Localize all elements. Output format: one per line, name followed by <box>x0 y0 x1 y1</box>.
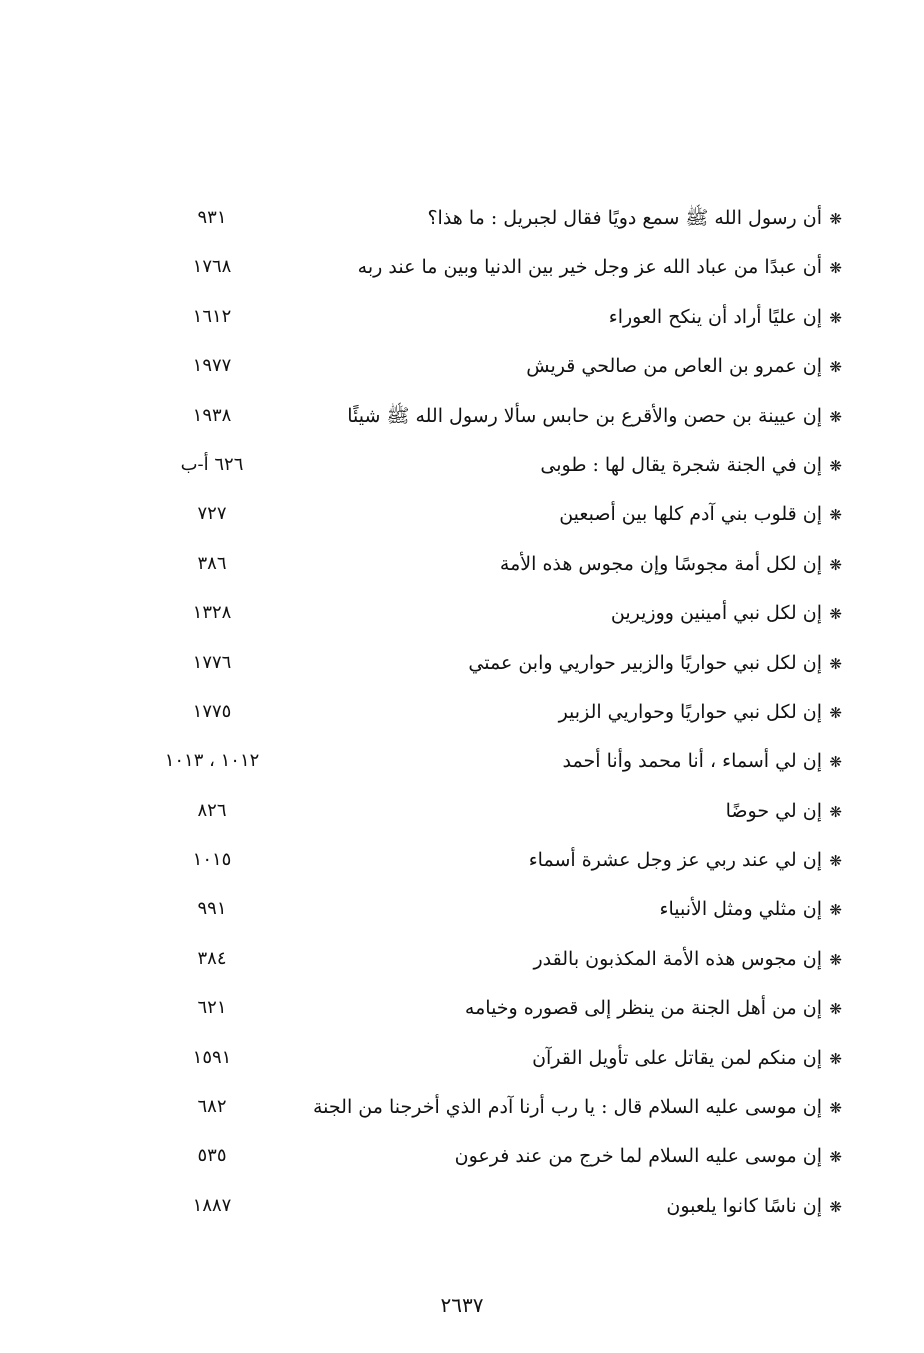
entry-text: إن عليًا أراد أن ينكح العوراء <box>608 305 822 328</box>
index-entry: ❋ إن قلوب بني آدم كلها بين أصبعين ٧٢٧ <box>140 491 860 540</box>
index-entry: ❋ إن لي حوضًا ٨٢٦ <box>140 788 860 837</box>
bullet-icon: ❋ <box>829 753 842 772</box>
entry-text: إن لي أسماء ، أنا محمد وأنا أحمد <box>562 750 822 773</box>
bullet-icon: ❋ <box>829 703 842 722</box>
bullet-icon: ❋ <box>829 308 842 327</box>
index-entry: ❋ إن في الجنة شجرة يقال لها : طوبى ٦٢٦ أ-ب <box>140 442 860 491</box>
index-list <box>140 195 860 1232</box>
bullet-icon: ❋ <box>829 210 842 228</box>
index-entry: ❋ إن مثلي ومثل الأنبياء ٩٩١ <box>140 886 860 935</box>
bullet-icon: ❋ <box>829 654 842 673</box>
entry-text: إن لكل نبي حواريًا والزبير حواريي وابن عمتي <box>468 651 822 674</box>
bullet-icon: ❋ <box>829 456 842 475</box>
entry-text: إن مثلي ومثل الأنبياء <box>659 898 822 921</box>
index-entry: ❋ أن رسول الله ﷺ سمع دويًا فقال لجبريل : ما هذا؟ ٩٣١ <box>140 195 860 244</box>
index-entry: ❋ إن منكم لمن يقاتل على تأويل القرآن ١٥٩١ <box>140 1035 860 1084</box>
entry-text: إن لكل نبي حواريًا وحواريي الزبير <box>558 700 822 723</box>
bullet-icon: ❋ <box>829 1197 842 1216</box>
index-entry: ❋ إن من أهل الجنة من ينظر إلى قصوره وخيامه ٦٢١ <box>140 985 860 1034</box>
index-entry: ❋ إن موسى عليه السلام لما خرج من عند فرعون ٥٣٥ <box>140 1133 860 1182</box>
entry-text: إن مجوس هذه الأمة المكذبون بالقدر <box>533 947 822 970</box>
entry-text: إن ناسًا كانوا يلعبون <box>666 1194 822 1217</box>
index-entry: ❋ إن ناسًا كانوا يلعبون ١٨٨٧ <box>140 1183 860 1232</box>
index-entry: ❋ إن لي أسماء ، أنا محمد وأنا أحمد ١٠١٢ ، ١٠١٣ <box>140 738 860 787</box>
entry-text: إن موسى عليه السلام قال : يا رب أرنا آدم الذي أخرجنا من الجنة <box>313 1096 822 1119</box>
index-entry: ❋ إن مجوس هذه الأمة المكذبون بالقدر ٣٨٤ <box>140 936 860 985</box>
bullet-icon: ❋ <box>829 605 842 624</box>
index-entry: ❋ إن عليًا أراد أن ينكح العوراء ١٦١٢ <box>140 294 860 343</box>
index-entry: ❋ إن لكل أمة مجوسًا وإن مجوس هذه الأمة ٣٨٦ <box>140 541 860 590</box>
bullet-icon: ❋ <box>829 852 842 871</box>
entry-text: إن عيينة بن حصن والأقرع بن حابس سألا رسول الله ﷺ شيئًا <box>347 404 822 427</box>
entry-text: إن موسى عليه السلام لما خرج من عند فرعون <box>454 1145 822 1168</box>
entry-text: إن لكل نبي أمينين ووزيرين <box>610 602 822 625</box>
bullet-icon: ❋ <box>829 1049 842 1068</box>
bullet-icon: ❋ <box>829 358 842 377</box>
entry-text: إن قلوب بني آدم كلها بين أصبعين <box>559 503 822 526</box>
bullet-icon: ❋ <box>829 259 842 278</box>
bullet-icon: ❋ <box>829 407 842 426</box>
index-entry: ❋ إن عيينة بن حصن والأقرع بن حابس سألا رسول الله ﷺ شيئًا ١٩٣٨ <box>140 393 860 442</box>
entry-text: إن لي حوضًا <box>725 799 822 822</box>
index-entry: ❋ إن لكل نبي حواريًا وحواريي الزبير ١٧٧٥ <box>140 689 860 738</box>
entry-text: إن في الجنة شجرة يقال لها : طوبى <box>540 453 822 476</box>
bullet-icon: ❋ <box>829 1099 842 1118</box>
index-entry: ❋ إن لي عند ربي عز وجل عشرة أسماء ١٠١٥ <box>140 837 860 886</box>
bullet-icon: ❋ <box>829 802 842 821</box>
entry-text: إن لي عند ربي عز وجل عشرة أسماء <box>528 849 822 872</box>
page-number: ٢٦٣٧ <box>440 1293 484 1317</box>
entry-text: إن لكل أمة مجوسًا وإن مجوس هذه الأمة <box>499 552 822 575</box>
entry-text: إن منكم لمن يقاتل على تأويل القرآن <box>532 1046 822 1069</box>
bullet-icon: ❋ <box>829 1000 842 1019</box>
index-entry: ❋ إن عمرو بن العاص من صالحي قريش ١٩٧٧ <box>140 343 860 392</box>
entry-text: إن عمرو بن العاص من صالحي قريش <box>526 355 822 378</box>
index-entry: ❋ إن لكل نبي أمينين ووزيرين ١٣٢٨ <box>140 590 860 639</box>
index-entry: ❋ أن عبدًا من عباد الله عز وجل خير بين الدنيا وبين ما عند ربه ١٧٦٨ <box>140 244 860 293</box>
bullet-icon: ❋ <box>829 555 842 574</box>
index-entry: ❋ إن موسى عليه السلام قال : يا رب أرنا آدم الذي أخرجنا من الجنة ٦٨٢ <box>140 1084 860 1133</box>
bullet-icon: ❋ <box>829 950 842 969</box>
entry-text: أن عبدًا من عباد الله عز وجل خير بين الدنيا وبين ما عند ربه <box>357 256 822 279</box>
bullet-icon: ❋ <box>829 1148 842 1167</box>
index-entry: ❋ إن لكل نبي حواريًا والزبير حواريي وابن عمتي ١٧٧٦ <box>140 640 860 689</box>
entry-text: أن رسول الله ﷺ سمع دويًا فقال لجبريل : ما هذا؟ <box>427 207 822 229</box>
entry-text: إن من أهل الجنة من ينظر إلى قصوره وخيامه <box>464 997 822 1020</box>
bullet-icon: ❋ <box>829 901 842 920</box>
bullet-icon: ❋ <box>829 506 842 525</box>
